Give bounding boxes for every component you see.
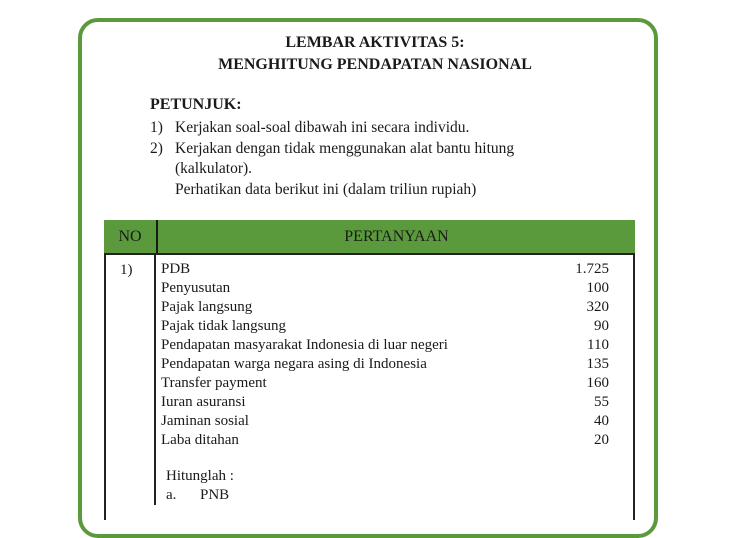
row-number: 1) bbox=[120, 262, 133, 278]
calculate-prompt: Hitunglah : bbox=[166, 468, 234, 484]
item-value: 110 bbox=[587, 337, 609, 353]
sub-question-text: PNB bbox=[200, 487, 230, 503]
list-item bbox=[161, 260, 609, 279]
instruction-text: Kerjakan dengan tidak menggunakan alat bantu hitung bbox=[175, 139, 515, 157]
sub-question bbox=[166, 487, 229, 504]
list-item bbox=[161, 355, 609, 374]
item-value: 100 bbox=[586, 280, 609, 296]
instruction-item bbox=[150, 118, 620, 139]
column-divider bbox=[154, 255, 156, 505]
item-label: PDB bbox=[161, 261, 191, 277]
data-note: Perhatikan data berikut ini (dalam triliun rupiah) bbox=[175, 180, 477, 198]
item-value: 1.725 bbox=[575, 261, 609, 277]
item-value: 55 bbox=[594, 394, 609, 410]
item-value: 320 bbox=[586, 299, 609, 315]
item-value: 20 bbox=[594, 432, 609, 448]
instruction-item bbox=[150, 139, 620, 160]
list-item bbox=[161, 298, 609, 317]
instruction-number: 2) bbox=[150, 139, 163, 157]
item-label: Jaminan sosial bbox=[161, 413, 249, 429]
item-value: 90 bbox=[594, 318, 609, 334]
instruction-continuation: (kalkulator). bbox=[175, 160, 253, 177]
item-label: Transfer payment bbox=[161, 375, 267, 391]
header-rule bbox=[104, 253, 635, 255]
page-title: LEMBAR AKTIVITAS 5: bbox=[285, 34, 465, 51]
item-label: Iuran asuransi bbox=[161, 394, 246, 410]
item-value: 40 bbox=[594, 413, 609, 429]
list-item bbox=[161, 431, 609, 450]
header-no: NO bbox=[118, 228, 142, 245]
list-item bbox=[161, 393, 609, 412]
instructions-list bbox=[150, 118, 620, 200]
header-question: PERTANYAAN bbox=[344, 228, 449, 245]
item-label: Pajak tidak langsung bbox=[161, 318, 286, 334]
item-value: 135 bbox=[586, 356, 609, 372]
data-list bbox=[161, 260, 609, 450]
list-item bbox=[161, 412, 609, 431]
item-label: Penyusutan bbox=[161, 280, 231, 296]
item-value: 160 bbox=[586, 375, 609, 391]
list-item bbox=[161, 279, 609, 298]
table-header bbox=[104, 220, 635, 253]
item-label: Laba ditahan bbox=[161, 432, 239, 448]
list-item bbox=[161, 336, 609, 355]
item-label: Pajak langsung bbox=[161, 299, 253, 315]
instruction-number: 1) bbox=[150, 119, 163, 136]
item-label: Pendapatan warga negara asing di Indonesia bbox=[161, 356, 427, 372]
sub-question-letter: a. bbox=[166, 487, 177, 503]
list-item bbox=[161, 317, 609, 336]
list-item bbox=[161, 374, 609, 393]
instructions-heading: PETUNJUK: bbox=[150, 96, 242, 113]
instruction-text: Kerjakan soal-soal dibawah ini secara individu. bbox=[175, 119, 470, 136]
item-label: Pendapatan masyarakat Indonesia di luar negeri bbox=[161, 337, 448, 353]
page-subtitle: MENGHITUNG PENDAPATAN NASIONAL bbox=[218, 56, 532, 73]
